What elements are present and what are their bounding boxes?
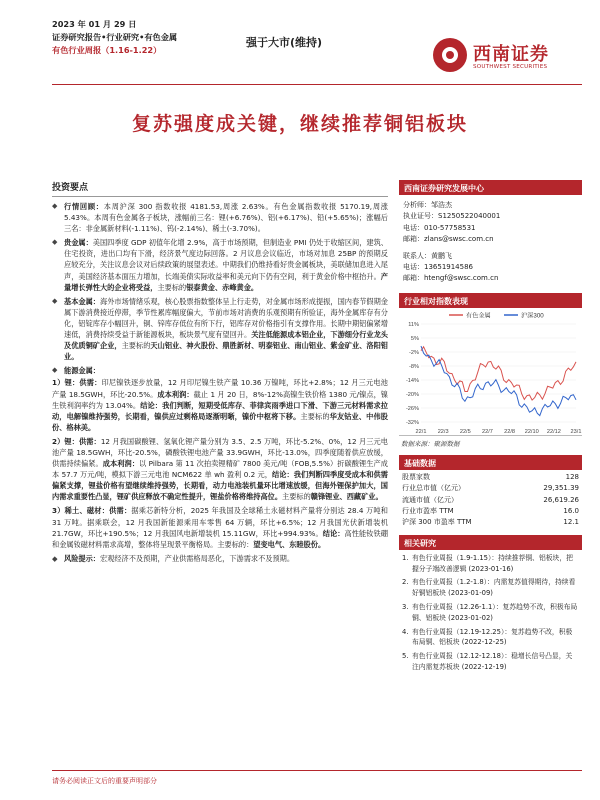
contact-line: 电话：13651914586 (403, 263, 473, 272)
y-tick-label: -8% (409, 363, 419, 370)
related-number: 4. (402, 627, 409, 636)
report-date: 2023 年 01 月 29 日 (52, 19, 137, 29)
stat-row (399, 506, 582, 517)
risk-lead: 风险提示： (64, 553, 100, 563)
para-bold: 关注低能源成本铝企业，下游细分行业龙头及优质铜矿企业， (64, 330, 388, 351)
risk-note (52, 553, 388, 564)
para-lead: 行情回顾： (64, 202, 104, 211)
stat-label: 流通市值（亿元） (402, 495, 458, 504)
energy-text: 据乘芯新特分析，2025 年我国及全球稀土永磁材料产量将分别达 28.4 万吨和 31 万吨。据乘联会，12 月我国新能源乘用车零售 64 万辆，环比+6.5%；12 月我国光伏新增装机 21.7GW，环比+190.5%；12 月我国风电新增装机 15.11GW，环比+994.93%。 (52, 506, 388, 538)
energy-lead: 能源金属： (64, 366, 100, 376)
index-chart-box (399, 293, 582, 451)
bullet-icon: ◆ (52, 553, 58, 563)
stat-value: 16.0 (563, 507, 579, 516)
contact-email[interactable]: 邮箱：htengf@swsc.com.cn (403, 274, 499, 283)
related-item[interactable] (402, 627, 579, 649)
related-text: 有色行业周报（12.26-1.1）：复苏趋势不改，积极布局铜、铝板块 (2023-01-02) (412, 603, 578, 622)
related-item[interactable] (402, 553, 579, 575)
x-tick-label: 23/1 (570, 428, 582, 435)
analyst-line: 电话：010-57758531 (403, 223, 476, 232)
chart-heading: 行业相对指数表现 (399, 293, 582, 308)
bullet-icon: ◆ (52, 296, 58, 305)
stat-row (399, 483, 582, 494)
para-tail: 主要标的 (157, 282, 187, 292)
company-logo (433, 38, 573, 78)
para-tail: 主要标的 (121, 341, 151, 351)
stat-label: 股票家数 (402, 472, 430, 481)
footer-divider (52, 770, 582, 771)
summary-heading: 投资要点 (52, 180, 388, 197)
related-text: 有色行业周报（1.9-1.15）：持续推荐铜、铝板块，把握分子端改善逻辑 (2023-01-16) (412, 553, 573, 573)
energy-heading (52, 365, 388, 376)
related-number: 5. (402, 652, 409, 661)
header-meta (52, 18, 177, 57)
contact-line: 联系人：黄鹏飞 (403, 251, 452, 260)
energy-para (52, 377, 388, 432)
y-tick-label: -20% (405, 391, 419, 398)
energy-stocks: 望变电气、东睦股份。 (253, 539, 326, 549)
x-tick-label: 22/3 (437, 428, 449, 435)
series-line (421, 346, 576, 416)
stat-label: 沪深 300 市盈率 TTM (402, 518, 472, 527)
para-stocks: 天山铝业、神火股份、鼎胜新材、明泰铝业、南山铝业、紫金矿业、洛阳钼业。 (64, 341, 388, 362)
y-tick-label: -2% (409, 349, 419, 356)
analyst-heading: 西南证券研究发展中心 (399, 180, 582, 195)
y-tick-label: -26% (405, 405, 419, 412)
stat-label: 行业市盈率 TTM (402, 507, 454, 516)
related-number: 3. (402, 603, 409, 612)
stat-value: 12.1 (563, 518, 579, 527)
y-tick-label: 11% (408, 321, 419, 328)
energy-para (52, 505, 388, 549)
y-tick-label: 5% (410, 335, 419, 342)
chart-source: 数据来源：聚源数据 (401, 439, 460, 448)
energy-lead: 1）锂：供需： (52, 378, 102, 388)
energy-b2: 结论：我们判断，短期受低库存、菲律宾雨季进口下滑、下游三元材料需求拉动，电解镍维持强势，长期看，镍供应过剩格局逐渐明晰，镍价中枢将下移。 (52, 400, 388, 421)
x-tick-label: 22/10 (524, 428, 539, 435)
summary-para (52, 296, 388, 363)
related-text: 有色行业周报（12.12-12.18）：稳增长信号凸显，关注内需复苏板块 (2022-12-19) (412, 652, 573, 672)
summary-para (52, 237, 388, 292)
weekly-title: 有色行业周报（1.16-1.22） (52, 45, 162, 55)
analyst-email[interactable]: 邮箱：zlans@swsc.com.cn (403, 235, 494, 244)
x-tick-label: 22/7 (481, 428, 493, 435)
stat-row (399, 495, 582, 506)
related-text: 有色行业周报（1.2-1.8）：内需复苏值得期待，持续看好铜铝板块 (2023-01-09) (412, 578, 576, 598)
logo-cn: 西南证券 (473, 44, 549, 65)
x-tick-label: 22/1 (415, 428, 427, 435)
header-divider (52, 84, 582, 85)
series-line (421, 347, 576, 400)
index-chart (399, 308, 582, 436)
risk-text: 宏观经济不及预期，产业供需格局恶化，下游需求不及预期。 (99, 553, 295, 563)
bullet-icon: ◆ (52, 238, 58, 247)
para-bold: 产量增长弹性大的企业将受益， (64, 271, 388, 292)
energy-lead: 3）稀土、磁材：供需： (52, 506, 132, 516)
related-item[interactable] (402, 602, 579, 624)
bullet-icon: ◆ (52, 202, 58, 210)
energy-tail: 主要标的 (282, 492, 311, 502)
summary-para (52, 201, 388, 234)
energy-b1: 成本利润： (102, 459, 140, 469)
sidebar-column (399, 180, 582, 679)
page-title: 复苏强度成关键，继续推荐铜铝板块 (131, 113, 468, 135)
x-tick-label: 22/12 (546, 428, 561, 435)
energy-text: 12 月我国碳酸锂、氢氧化锂产量分别为 3.5、2.5 万吨，环比-5.2%、0%，12 月三元电池产量 18.5GWH，环比-20.5%，磷酸铁锂电池产量 33.9GWH，环比-13.0%，四季度随着供应放缓，供需持续偏紧。 (52, 436, 388, 469)
x-tick-label: 22/8 (504, 428, 516, 435)
energy-b1: 成本利润： (157, 389, 194, 399)
stat-value: 128 (565, 472, 579, 481)
para-lead: 贵金属： (64, 238, 93, 248)
energy-lead: 2）锂：供需： (52, 436, 101, 446)
rating: 强于大市(维持) (246, 36, 323, 49)
related-heading: 相关研究 (399, 535, 582, 550)
stat-value: 29,351.39 (543, 484, 579, 493)
related-item[interactable] (402, 651, 579, 673)
energy-text: 印尼镍铁逐步放量，12 月印尼镍生铁产量 10.36 万镍吨，环比+2.8%；12 月三元电池产量 18.5GWH，环比-20.5%。 (52, 378, 388, 399)
energy-b2: 结论：我们判断四季度受成本和供需偏紧支撑，锂盐价格有望继续维持强势，长期看，动力电池装机量环比增速放缓，但海外锂保护加大，国内需求重要性凸显，锂矿供应释放不确定性提升，锂盐价格将维持高位。 (52, 470, 388, 502)
related-item[interactable] (402, 577, 579, 599)
summary-column (52, 180, 388, 564)
energy-para (52, 436, 388, 503)
footer-disclaimer: 请务必阅读正文后的重要声明部分 (52, 777, 157, 785)
energy-stocks: 赣锋锂业、西藏矿业。 (310, 492, 383, 502)
report-type: 证券研究报告•行业研究•有色金属 (52, 32, 178, 42)
para-lead: 基本金属： (64, 296, 100, 306)
logo-icon (433, 38, 467, 72)
energy-t1: 高性能钕铁硼和金属钕磁材料需求高增，整体将呈现景平衡格局。 (52, 528, 388, 549)
line-chart (399, 308, 582, 436)
energy-tail: 主要标的 (300, 411, 330, 421)
analyst-line: 执业证号：S1250522040001 (403, 212, 501, 221)
para-text: 海外市场情绪乐观，核心股票指数整体呈上行走势，对金属市场形成提振，国内春节假期金属下游消费接近停滞，季节性累库幅度偏大，节前市场对消费的乐观预期有所验证，海外金属库存有分化，铝锭库存小幅回升，铜、锌库存低位有所下行，铝库存对价格指引有支撑作用。长期中期铝偏紧增速低，消费持续受益于新能源板块，板块景气度有望回升。 (64, 296, 388, 340)
legend-label: 沪深300 (521, 312, 544, 320)
energy-stocks: 华友钴业、中伟股份、格林美。 (52, 411, 388, 432)
y-tick-label: -14% (405, 377, 419, 384)
basic-data-heading: 基础数据 (399, 455, 582, 470)
para-text: 美国四季度 GDP 初值年化增 2.9%，高于市场预期，但制造业 PMI 仍处于收缩区间，建筑、住宅投资，进出口均有下滑，经济景气度边际回落。2 月议息会议临近，市场对加息 25BP 的预期反应较充分，关注议息会议对后续政策的展望表述。中期我们仍维持看好贵金属板块，美联储加息进入尾声，美国经济基本面压力增加，长端美债实际收益率和美元向下仍有空间，利于黄金价格中枢抬升。 (64, 238, 388, 281)
stat-label: 行业总市值（亿元） (402, 484, 465, 493)
energy-b1: 结论： (322, 528, 345, 538)
x-tick-label: 22/5 (459, 428, 471, 435)
basic-data-table (399, 472, 582, 529)
energy-t1: 截止 1 月 20 日，8%-12%高镍生铁价格 1380 元/镍点，镍生铁利润率约为 13.04%。 (52, 389, 388, 410)
related-number: 2. (402, 578, 409, 587)
related-list (399, 550, 582, 679)
energy-tail: 主要标的： (217, 539, 254, 549)
analyst-line: 分析师：邹浩杰 (403, 201, 452, 209)
para-stocks: 银泰黄金、赤峰黄金。 (186, 282, 259, 292)
bullet-icon: ◆ (52, 366, 58, 375)
analyst-info (399, 195, 582, 287)
stat-row (399, 472, 582, 483)
related-text: 有色行业周报（12.19-12.25）：复苏趋势不改，积极布局铜、铝板块 (2022-12-25) (412, 627, 573, 647)
y-tick-label: -32% (405, 419, 419, 426)
logo-en: SOUTHWEST SECURITIES (473, 64, 548, 70)
energy-t1: 以 Pilbara 第 11 次拍卖锂精矿 7800 美元/吨（FOB,5.5%）折碳酸锂生产成本 57.7 万元/吨，模拟下游三元电池 NCM622 单 wh 盈利 0.2 元， (52, 459, 388, 480)
related-number: 1. (402, 553, 409, 562)
stat-value: 26,619.26 (543, 495, 579, 504)
stat-row (399, 517, 582, 528)
legend-label: 有色金属 (466, 312, 491, 320)
para-text: 本周沪深 300 指数收报 4181.53,周涨 2.63%。有色金属指数收报 5170.19,周涨 5.43%。本周有色金属各子板块，涨幅前三名：锂(+6.76%)、铝(+6.17%)、铅(+5.65%)；涨幅后三名：非金属新材料(-1.11%)、钨(-2.14%)、稀土(-3.70%)。 (64, 202, 388, 234)
